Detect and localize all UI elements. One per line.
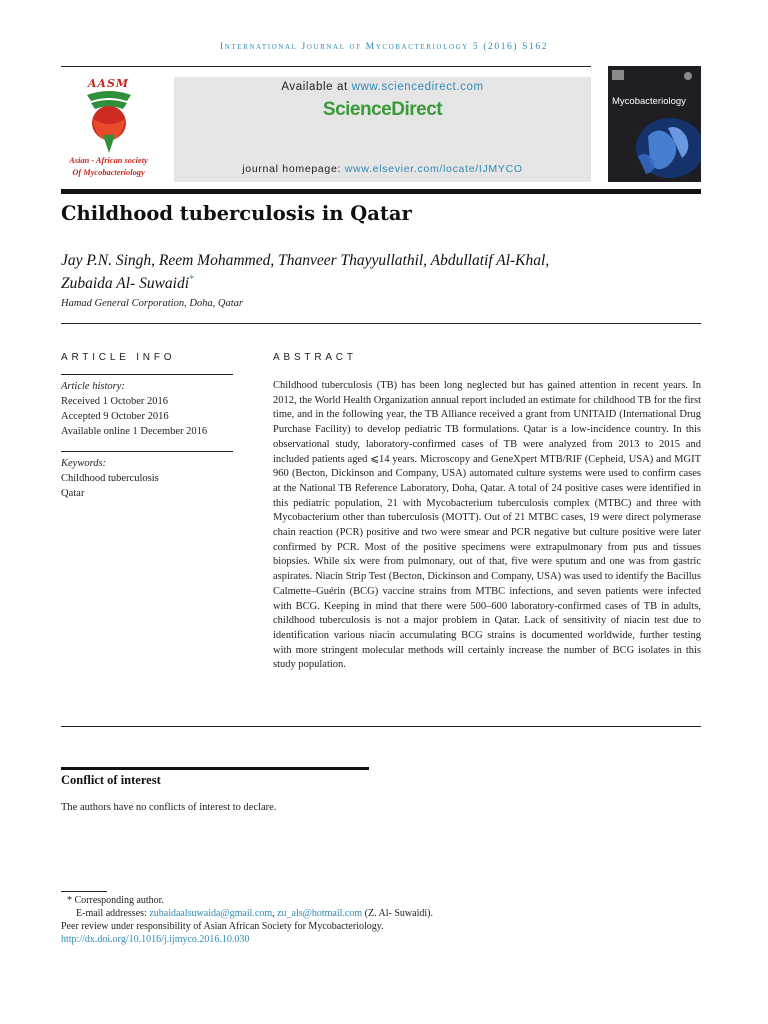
section-rule — [61, 323, 701, 324]
abstract-heading: ABSTRACT — [273, 352, 357, 363]
peer-review-note: Peer review under responsibility of Asian African Society for Mycobacteriology. — [61, 921, 384, 932]
abstract-text: Childhood tuberculosis (TB) has been long neglected but has gained attention in recent years. In 2012, the World Health Organization annual report included an estimate for childhood TB for the first time, and in the following year, the TB Alliance received a grant from UNITAID (International Drug Purchase Facility) to develop pediatric TB formulations. Qatar is a low-incidence country. In this observational study, laboratory-confirmed cases of TB were analyzed from 2013 to 2015 and included patients aged ⩽14 years. Microscopy and GeneXpert MTB/RIF (Cepheid, USA) and MGIT 960 (Becton, Dickinson and Company, USA) automated culture systems were used to confirm cases at the National TB Reference Laboratory, Doha, Qatar. A total of 24 positive cases were identified in this pediatric population, 21 with Mycobacterium tuberculosis complex (MTBC) and three with Mycobacterium other than tuberculosis (MOTT). Out of 21 MTBC cases, 19 were direct polymerase chain reaction (PCR) positive and two were smear and PCR negative but culture positive were later confirmed by PCR. Most of the positive specimens were extrapulmonary from pus and tissues biopsies. While six were from pulmonary, out of that, five were sputum and one was from gastric aspirates. Niacin Strip Test (Becton, Dickinson and Company, USA) was used to identify the Bacillus Calmette–Guérin (BCG) vaccine strains from MTBC infections, and seven patients were infected with BCG. Keeping in mind that there were 500–600 laboratory-confirmed cases of TB in adults, childhood tuberculosis is not a major problem in Qatar. Lack of sensitivity of niacin test due to identification various niacin accumulating BCG strains is documented worldwide, further testing with more stringent molecular methods will certainly increase the number of BCG isolates in this study population. — [273, 380, 701, 671]
conflict-heading: Conflict of interest — [61, 773, 161, 787]
article-history: Article history: Received 1 October 2016 Accepted 9 October 2016 Available online 1 December 2016 — [61, 381, 208, 437]
corresponding-footnote: * Corresponding author. — [67, 895, 164, 906]
running-head: International Journal of Mycobacteriology 5 (2016) S162 — [219, 42, 549, 52]
society-logo — [61, 77, 156, 182]
journal-banner — [174, 77, 591, 182]
abstract-end-rule — [61, 726, 701, 727]
email-link-2[interactable]: zu_als@hotmail.com — [277, 908, 363, 919]
journal-cover — [608, 66, 701, 182]
article-title: Childhood tuberculosis in Qatar — [61, 202, 412, 225]
footnote-rule — [61, 891, 107, 892]
keywords: Keywords: Childhood tuberculosis Qatar — [61, 458, 159, 499]
email-link-1[interactable]: zubaidaalsuwaida@gmail.com — [149, 908, 273, 919]
journal-homepage-line: journal homepage: www.elsevier.com/locate/IJMYCO — [242, 163, 523, 175]
article-info-rule — [61, 374, 233, 375]
author-list: Jay P.N. Singh, Reem Mohammed, Thanveer Thayyullathil, Abdullatif Al-Khal, Zubaida Al- Suwaidi* — [61, 252, 550, 293]
conflict-rule — [61, 767, 369, 770]
doi-footnote — [61, 933, 249, 946]
article-info-heading: ARTICLE INFO — [61, 352, 176, 363]
logo-emblem-icon — [83, 89, 135, 153]
cover-art-icon — [608, 66, 701, 182]
keywords-rule — [61, 451, 233, 452]
available-at-line: Available at www.sciencedirect.com — [281, 81, 484, 93]
conflict-text: The authors have no conflicts of interest to declare. — [61, 802, 277, 813]
title-rule — [61, 189, 701, 194]
sciencedirect-brand: ScienceDirect — [322, 99, 443, 120]
doi-link[interactable]: http://dx.doi.org/10.1016/j.ijmyco.2016.10.030 — [61, 934, 250, 945]
header-rule — [61, 66, 591, 67]
corresponding-author-marker[interactable]: * — [189, 274, 195, 285]
sciencedirect-link[interactable]: www.sciencedirect.com — [351, 81, 484, 93]
affiliation: Hamad General Corporation, Doha, Qatar — [61, 298, 244, 309]
cover-title: Mycobacteriology — [612, 96, 686, 107]
logo-society-name: Asian - African society Of Mycobacteriology — [69, 156, 148, 177]
email-footnote: E-mail addresses: zubaidaalsuwaida@gmail.com, zu_als@hotmail.com (Z. Al- Suwaidi). — [76, 908, 433, 919]
journal-homepage-link[interactable]: www.elsevier.com/locate/IJMYCO — [344, 163, 523, 175]
logo-acronym: AASM — [87, 77, 130, 90]
